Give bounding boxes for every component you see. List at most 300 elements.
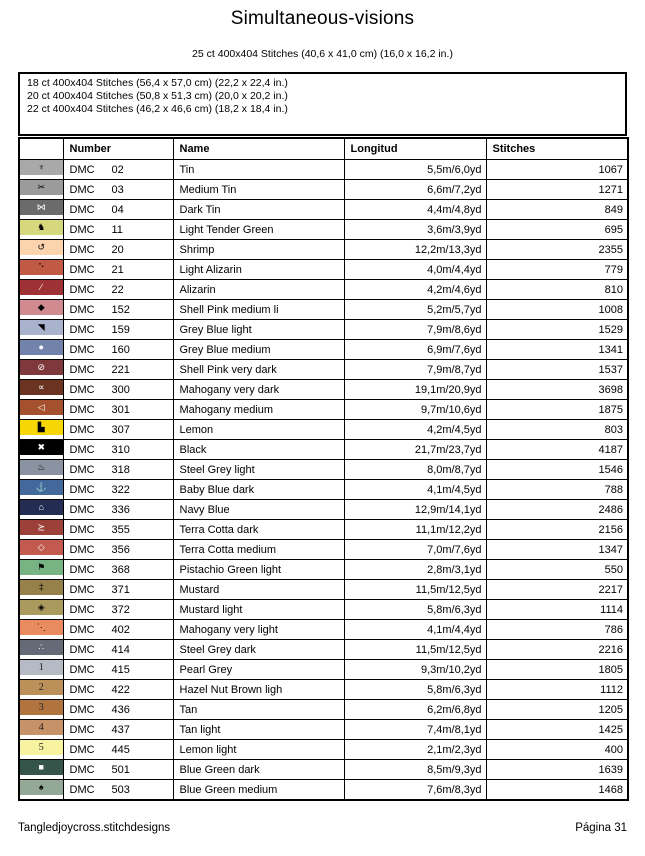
thread-brand: DMC bbox=[69, 223, 95, 236]
column-header-name: Name bbox=[173, 138, 344, 160]
table-row bbox=[19, 220, 628, 240]
thread-swatch-cell bbox=[19, 700, 63, 720]
thread-brand: DMC bbox=[69, 583, 95, 596]
thread-swatch-cell bbox=[19, 460, 63, 480]
thread-stitches-cell: 788 bbox=[486, 480, 628, 500]
thread-stitches-cell: 1271 bbox=[486, 180, 628, 200]
thread-name-cell: Navy Blue bbox=[173, 500, 344, 520]
thread-brand: DMC bbox=[69, 163, 95, 176]
thread-swatch-cell bbox=[19, 500, 63, 520]
thread-code: 445 bbox=[111, 743, 130, 756]
stitch-symbol-icon: ◆ bbox=[37, 302, 45, 312]
thread-brand: DMC bbox=[69, 523, 95, 536]
thread-code: 371 bbox=[111, 583, 130, 596]
thread-color-swatch bbox=[20, 480, 63, 495]
thread-stitches-cell: 849 bbox=[486, 200, 628, 220]
stitch-symbol-icon: 5 bbox=[38, 741, 44, 753]
stitch-symbol-icon: ✂ bbox=[37, 182, 46, 192]
thread-swatch-cell bbox=[19, 560, 63, 580]
alternate-sizes-box bbox=[18, 72, 627, 136]
thread-length-cell: 4,0m/4,4yd bbox=[344, 260, 486, 280]
size-info-line: 22 ct 400x404 Stitches (46,2 x 46,6 cm) (18,2 x 18,4 in.) bbox=[27, 103, 288, 115]
thread-color-swatch bbox=[20, 600, 63, 615]
thread-swatch-cell bbox=[19, 720, 63, 740]
thread-stitches-cell: 400 bbox=[486, 740, 628, 760]
thread-stitches-cell: 810 bbox=[486, 280, 628, 300]
stitch-symbol-icon: ⠑ bbox=[37, 262, 45, 272]
thread-color-swatch bbox=[20, 220, 63, 235]
thread-brand: DMC bbox=[69, 343, 95, 356]
thread-length-cell: 4,1m/4,5yd bbox=[344, 480, 486, 500]
thread-code: 159 bbox=[111, 323, 130, 336]
thread-number-cell bbox=[63, 420, 173, 440]
thread-name-cell: Tan light bbox=[173, 720, 344, 740]
thread-code: 22 bbox=[111, 283, 124, 296]
thread-length-cell: 8,5m/9,3yd bbox=[344, 760, 486, 780]
thread-length-cell: 7,0m/7,6yd bbox=[344, 540, 486, 560]
thread-length-cell: 4,2m/4,5yd bbox=[344, 420, 486, 440]
thread-swatch-cell bbox=[19, 260, 63, 280]
thread-length-cell: 6,2m/6,8yd bbox=[344, 700, 486, 720]
thread-stitches-cell: 1067 bbox=[486, 160, 628, 180]
thread-code: 336 bbox=[111, 503, 130, 516]
thread-length-cell: 6,9m/7,6yd bbox=[344, 340, 486, 360]
table-row bbox=[19, 680, 628, 700]
thread-name-cell: Alizarin bbox=[173, 280, 344, 300]
thread-number-cell bbox=[63, 620, 173, 640]
table-header-row bbox=[19, 138, 628, 160]
table-row bbox=[19, 520, 628, 540]
thread-stitches-cell: 1008 bbox=[486, 300, 628, 320]
thread-brand: DMC bbox=[69, 203, 95, 216]
thread-stitches-cell: 1425 bbox=[486, 720, 628, 740]
thread-number-cell bbox=[63, 260, 173, 280]
thread-length-cell: 8,0m/8,7yd bbox=[344, 460, 486, 480]
thread-name-cell: Steel Grey dark bbox=[173, 640, 344, 660]
footer-designer: Tangledjoycross.stitchdesigns bbox=[18, 822, 171, 834]
size-info-line: 20 ct 400x404 Stitches (50,8 x 51,3 cm) (20,0 x 20,2 in.) bbox=[27, 90, 288, 102]
thread-stitches-cell: 779 bbox=[486, 260, 628, 280]
thread-length-cell: 3,6m/3,9yd bbox=[344, 220, 486, 240]
thread-swatch-cell bbox=[19, 480, 63, 500]
stitch-symbol-icon: ∕ bbox=[40, 282, 42, 292]
thread-brand: DMC bbox=[69, 323, 95, 336]
thread-color-swatch bbox=[20, 160, 63, 175]
table-row bbox=[19, 600, 628, 620]
thread-code: 415 bbox=[111, 663, 130, 676]
thread-swatch-cell bbox=[19, 680, 63, 700]
stitch-symbol-icon: ‡ bbox=[38, 582, 44, 592]
thread-color-swatch bbox=[20, 240, 63, 255]
thread-list-table bbox=[18, 137, 629, 801]
thread-length-cell: 5,2m/5,7yd bbox=[344, 300, 486, 320]
thread-name-cell: Lemon light bbox=[173, 740, 344, 760]
thread-name-cell: Pearl Grey bbox=[173, 660, 344, 680]
thread-code: 310 bbox=[111, 443, 130, 456]
thread-code: 221 bbox=[111, 363, 130, 376]
thread-number-cell bbox=[63, 320, 173, 340]
stitch-symbol-icon: ♨ bbox=[37, 462, 46, 472]
thread-brand: DMC bbox=[69, 643, 95, 656]
thread-code: 356 bbox=[111, 543, 130, 556]
table-row bbox=[19, 540, 628, 560]
thread-name-cell: Tan bbox=[173, 700, 344, 720]
thread-length-cell: 9,3m/10,2yd bbox=[344, 660, 486, 680]
thread-length-cell: 9,7m/10,6yd bbox=[344, 400, 486, 420]
thread-code: 503 bbox=[111, 783, 130, 796]
stitch-symbol-icon: ♞ bbox=[37, 222, 46, 232]
thread-stitches-cell: 1205 bbox=[486, 700, 628, 720]
thread-color-swatch bbox=[20, 500, 63, 515]
stitch-symbol-icon: ∴ bbox=[38, 642, 45, 652]
thread-length-cell: 4,4m/4,8yd bbox=[344, 200, 486, 220]
thread-swatch-cell bbox=[19, 740, 63, 760]
stitch-symbol-icon: ⚓ bbox=[35, 482, 47, 492]
thread-brand: DMC bbox=[69, 303, 95, 316]
thread-code: 300 bbox=[111, 383, 130, 396]
thread-length-cell: 2,1m/2,3yd bbox=[344, 740, 486, 760]
stitch-symbol-icon: ⊘ bbox=[37, 362, 46, 372]
thread-stitches-cell: 1875 bbox=[486, 400, 628, 420]
thread-stitches-cell: 786 bbox=[486, 620, 628, 640]
table-row bbox=[19, 620, 628, 640]
thread-stitches-cell: 2355 bbox=[486, 240, 628, 260]
thread-length-cell: 2,8m/3,1yd bbox=[344, 560, 486, 580]
thread-number-cell bbox=[63, 740, 173, 760]
thread-color-swatch bbox=[20, 360, 63, 375]
thread-number-cell bbox=[63, 660, 173, 680]
table-row bbox=[19, 580, 628, 600]
table-row bbox=[19, 440, 628, 460]
stitch-symbol-icon: ⌂ bbox=[38, 502, 44, 512]
table-row bbox=[19, 400, 628, 420]
stitch-symbol-icon: ▙ bbox=[37, 422, 45, 432]
thread-color-swatch bbox=[20, 380, 63, 395]
thread-number-cell bbox=[63, 220, 173, 240]
thread-number-cell bbox=[63, 680, 173, 700]
stitch-symbol-icon: ↺ bbox=[37, 242, 46, 252]
thread-swatch-cell bbox=[19, 520, 63, 540]
column-header-length: Longitud bbox=[344, 138, 486, 160]
thread-color-swatch bbox=[20, 460, 63, 475]
thread-number-cell bbox=[63, 580, 173, 600]
thread-length-cell: 7,9m/8,6yd bbox=[344, 320, 486, 340]
thread-brand: DMC bbox=[69, 263, 95, 276]
thread-stitches-cell: 1112 bbox=[486, 680, 628, 700]
thread-color-swatch bbox=[20, 260, 63, 275]
thread-swatch-cell bbox=[19, 660, 63, 680]
stitch-symbol-icon: ≿ bbox=[37, 522, 46, 532]
thread-brand: DMC bbox=[69, 663, 95, 676]
thread-color-swatch bbox=[20, 540, 63, 555]
thread-name-cell: Pistachio Green light bbox=[173, 560, 344, 580]
thread-code: 04 bbox=[111, 203, 124, 216]
thread-stitches-cell: 2217 bbox=[486, 580, 628, 600]
thread-code: 20 bbox=[111, 243, 124, 256]
thread-name-cell: Black bbox=[173, 440, 344, 460]
table-row bbox=[19, 320, 628, 340]
thread-name-cell: Light Tender Green bbox=[173, 220, 344, 240]
table-row bbox=[19, 340, 628, 360]
thread-swatch-cell bbox=[19, 760, 63, 780]
thread-brand: DMC bbox=[69, 603, 95, 616]
thread-number-cell bbox=[63, 200, 173, 220]
table-row bbox=[19, 180, 628, 200]
thread-number-cell bbox=[63, 240, 173, 260]
thread-color-swatch bbox=[20, 760, 63, 775]
table-row bbox=[19, 560, 628, 580]
thread-brand: DMC bbox=[69, 423, 95, 436]
thread-code: 11 bbox=[111, 223, 123, 236]
thread-swatch-cell bbox=[19, 380, 63, 400]
thread-name-cell: Mahogany very light bbox=[173, 620, 344, 640]
thread-code: 152 bbox=[111, 303, 130, 316]
table-row bbox=[19, 780, 628, 801]
thread-stitches-cell: 1537 bbox=[486, 360, 628, 380]
thread-brand: DMC bbox=[69, 183, 95, 196]
thread-swatch-cell bbox=[19, 420, 63, 440]
thread-swatch-cell bbox=[19, 400, 63, 420]
thread-swatch-cell bbox=[19, 600, 63, 620]
thread-code: 414 bbox=[111, 643, 130, 656]
thread-brand: DMC bbox=[69, 443, 95, 456]
thread-brand: DMC bbox=[69, 363, 95, 376]
thread-stitches-cell: 1341 bbox=[486, 340, 628, 360]
thread-length-cell: 12,2m/13,3yd bbox=[344, 240, 486, 260]
thread-code: 437 bbox=[111, 723, 130, 736]
thread-name-cell: Light Alizarin bbox=[173, 260, 344, 280]
stitch-symbol-icon: ♆ bbox=[37, 162, 45, 172]
thread-number-cell bbox=[63, 380, 173, 400]
thread-number-cell bbox=[63, 700, 173, 720]
thread-swatch-cell bbox=[19, 780, 63, 801]
thread-name-cell: Terra Cotta dark bbox=[173, 520, 344, 540]
thread-code: 301 bbox=[111, 403, 130, 416]
thread-color-swatch bbox=[20, 180, 63, 195]
thread-name-cell: Shell Pink medium li bbox=[173, 300, 344, 320]
thread-name-cell: Mustard light bbox=[173, 600, 344, 620]
thread-swatch-cell bbox=[19, 360, 63, 380]
thread-name-cell: Blue Green medium bbox=[173, 780, 344, 801]
stitch-symbol-icon: 2 bbox=[38, 681, 44, 693]
thread-length-cell: 7,6m/8,3yd bbox=[344, 780, 486, 801]
thread-name-cell: Shrimp bbox=[173, 240, 344, 260]
thread-color-swatch bbox=[20, 780, 63, 795]
thread-code: 402 bbox=[111, 623, 130, 636]
thread-name-cell: Grey Blue medium bbox=[173, 340, 344, 360]
thread-number-cell bbox=[63, 540, 173, 560]
table-row bbox=[19, 660, 628, 680]
thread-name-cell: Dark Tin bbox=[173, 200, 344, 220]
thread-color-swatch bbox=[20, 300, 63, 315]
thread-color-swatch bbox=[20, 400, 63, 415]
thread-name-cell: Blue Green dark bbox=[173, 760, 344, 780]
thread-stitches-cell: 1347 bbox=[486, 540, 628, 560]
thread-number-cell bbox=[63, 640, 173, 660]
thread-number-cell bbox=[63, 300, 173, 320]
thread-code: 368 bbox=[111, 563, 130, 576]
thread-code: 372 bbox=[111, 603, 130, 616]
thread-brand: DMC bbox=[69, 623, 95, 636]
thread-color-swatch bbox=[20, 640, 63, 655]
thread-stitches-cell: 1639 bbox=[486, 760, 628, 780]
thread-length-cell: 11,1m/12,2yd bbox=[344, 520, 486, 540]
footer-page-number: Página 31 bbox=[575, 822, 627, 834]
table-row bbox=[19, 160, 628, 180]
stitch-symbol-icon: ◁ bbox=[37, 402, 45, 412]
thread-length-cell: 4,2m/4,6yd bbox=[344, 280, 486, 300]
thread-code: 355 bbox=[111, 523, 130, 536]
thread-number-cell bbox=[63, 360, 173, 380]
thread-name-cell: Mahogany very dark bbox=[173, 380, 344, 400]
thread-brand: DMC bbox=[69, 743, 95, 756]
stitch-symbol-icon: ∝ bbox=[38, 382, 45, 392]
thread-name-cell: Lemon bbox=[173, 420, 344, 440]
thread-color-swatch bbox=[20, 560, 63, 575]
thread-brand: DMC bbox=[69, 503, 95, 516]
thread-swatch-cell bbox=[19, 440, 63, 460]
thread-stitches-cell: 1546 bbox=[486, 460, 628, 480]
thread-color-swatch bbox=[20, 520, 63, 535]
thread-brand: DMC bbox=[69, 783, 95, 796]
thread-length-cell: 6,6m/7,2yd bbox=[344, 180, 486, 200]
column-header-stitches: Stitches bbox=[486, 138, 628, 160]
thread-color-swatch bbox=[20, 680, 63, 695]
thread-brand: DMC bbox=[69, 543, 95, 556]
thread-stitches-cell: 1114 bbox=[486, 600, 628, 620]
thread-code: 436 bbox=[111, 703, 130, 716]
thread-color-swatch bbox=[20, 660, 63, 675]
stitch-symbol-icon: ◈ bbox=[37, 602, 45, 612]
thread-code: 322 bbox=[111, 483, 130, 496]
thread-length-cell: 5,8m/6,3yd bbox=[344, 600, 486, 620]
thread-length-cell: 7,4m/8,1yd bbox=[344, 720, 486, 740]
thread-stitches-cell: 3698 bbox=[486, 380, 628, 400]
thread-color-swatch bbox=[20, 720, 63, 735]
thread-length-cell: 4,1m/4,4yd bbox=[344, 620, 486, 640]
thread-name-cell: Hazel Nut Brown ligh bbox=[173, 680, 344, 700]
thread-color-swatch bbox=[20, 420, 63, 435]
thread-length-cell: 7,9m/8,7yd bbox=[344, 360, 486, 380]
thread-swatch-cell bbox=[19, 580, 63, 600]
thread-stitches-cell: 1805 bbox=[486, 660, 628, 680]
thread-stitches-cell: 2156 bbox=[486, 520, 628, 540]
thread-length-cell: 19,1m/20,9yd bbox=[344, 380, 486, 400]
thread-number-cell bbox=[63, 600, 173, 620]
page-title: Simultaneous-visions bbox=[230, 8, 415, 29]
thread-number-cell bbox=[63, 760, 173, 780]
thread-stitches-cell: 2216 bbox=[486, 640, 628, 660]
table-row bbox=[19, 460, 628, 480]
table-row bbox=[19, 200, 628, 220]
thread-stitches-cell: 803 bbox=[486, 420, 628, 440]
table-row bbox=[19, 300, 628, 320]
thread-number-cell bbox=[63, 520, 173, 540]
thread-stitches-cell: 695 bbox=[486, 220, 628, 240]
thread-swatch-cell bbox=[19, 240, 63, 260]
thread-name-cell: Tin bbox=[173, 160, 344, 180]
thread-name-cell: Steel Grey light bbox=[173, 460, 344, 480]
thread-name-cell: Medium Tin bbox=[173, 180, 344, 200]
column-header-number: Number bbox=[63, 138, 173, 160]
thread-color-swatch bbox=[20, 580, 63, 595]
thread-brand: DMC bbox=[69, 763, 95, 776]
thread-color-swatch bbox=[20, 200, 63, 215]
fabric-size-subtitle: 25 ct 400x404 Stitches (40,6 x 41,0 cm) (16,0 x 16,2 in.) bbox=[192, 48, 453, 60]
thread-code: 21 bbox=[111, 263, 124, 276]
thread-name-cell: Shell Pink very dark bbox=[173, 360, 344, 380]
thread-number-cell bbox=[63, 500, 173, 520]
thread-color-swatch bbox=[20, 620, 63, 635]
stitch-symbol-icon: ◇ bbox=[37, 542, 45, 552]
table-row bbox=[19, 640, 628, 660]
thread-stitches-cell: 1529 bbox=[486, 320, 628, 340]
table-row bbox=[19, 480, 628, 500]
thread-brand: DMC bbox=[69, 703, 95, 716]
thread-brand: DMC bbox=[69, 403, 95, 416]
stitch-symbol-icon: ✖ bbox=[37, 442, 46, 452]
table-row bbox=[19, 240, 628, 260]
thread-number-cell bbox=[63, 160, 173, 180]
stitch-symbol-icon: ■ bbox=[38, 762, 44, 772]
thread-color-swatch bbox=[20, 700, 63, 715]
thread-brand: DMC bbox=[69, 483, 95, 496]
stitch-symbol-icon: ⋱ bbox=[36, 622, 46, 632]
thread-name-cell: Baby Blue dark bbox=[173, 480, 344, 500]
thread-color-swatch bbox=[20, 280, 63, 295]
thread-number-cell bbox=[63, 560, 173, 580]
column-header-symbol bbox=[19, 138, 63, 160]
table-row bbox=[19, 500, 628, 520]
thread-name-cell: Grey Blue light bbox=[173, 320, 344, 340]
thread-length-cell: 11,5m/12,5yd bbox=[344, 580, 486, 600]
thread-code: 307 bbox=[111, 423, 130, 436]
thread-brand: DMC bbox=[69, 383, 95, 396]
thread-swatch-cell bbox=[19, 540, 63, 560]
thread-length-cell: 21,7m/23,7yd bbox=[344, 440, 486, 460]
table-row bbox=[19, 420, 628, 440]
stitch-symbol-icon: ⋈ bbox=[36, 202, 46, 212]
thread-number-cell bbox=[63, 460, 173, 480]
thread-code: 422 bbox=[111, 683, 130, 696]
stitch-symbol-icon: ● bbox=[38, 342, 44, 352]
stitch-symbol-icon: 1 bbox=[38, 661, 44, 673]
thread-swatch-cell bbox=[19, 640, 63, 660]
stitch-symbol-icon: ◥ bbox=[37, 322, 45, 332]
thread-swatch-cell bbox=[19, 280, 63, 300]
table-row bbox=[19, 260, 628, 280]
thread-code: 501 bbox=[111, 763, 130, 776]
thread-name-cell: Mahogany medium bbox=[173, 400, 344, 420]
thread-color-swatch bbox=[20, 340, 63, 355]
thread-number-cell bbox=[63, 340, 173, 360]
table-row bbox=[19, 760, 628, 780]
thread-brand: DMC bbox=[69, 463, 95, 476]
thread-number-cell bbox=[63, 280, 173, 300]
thread-swatch-cell bbox=[19, 320, 63, 340]
thread-stitches-cell: 550 bbox=[486, 560, 628, 580]
table-row bbox=[19, 280, 628, 300]
thread-name-cell: Terra Cotta medium bbox=[173, 540, 344, 560]
thread-swatch-cell bbox=[19, 200, 63, 220]
thread-number-cell bbox=[63, 400, 173, 420]
thread-length-cell: 11,5m/12,5yd bbox=[344, 640, 486, 660]
stitch-symbol-icon: ⚑ bbox=[37, 562, 46, 572]
thread-number-cell bbox=[63, 180, 173, 200]
table-row bbox=[19, 720, 628, 740]
stitch-symbol-icon: 4 bbox=[38, 721, 44, 733]
thread-length-cell: 5,8m/6,3yd bbox=[344, 680, 486, 700]
